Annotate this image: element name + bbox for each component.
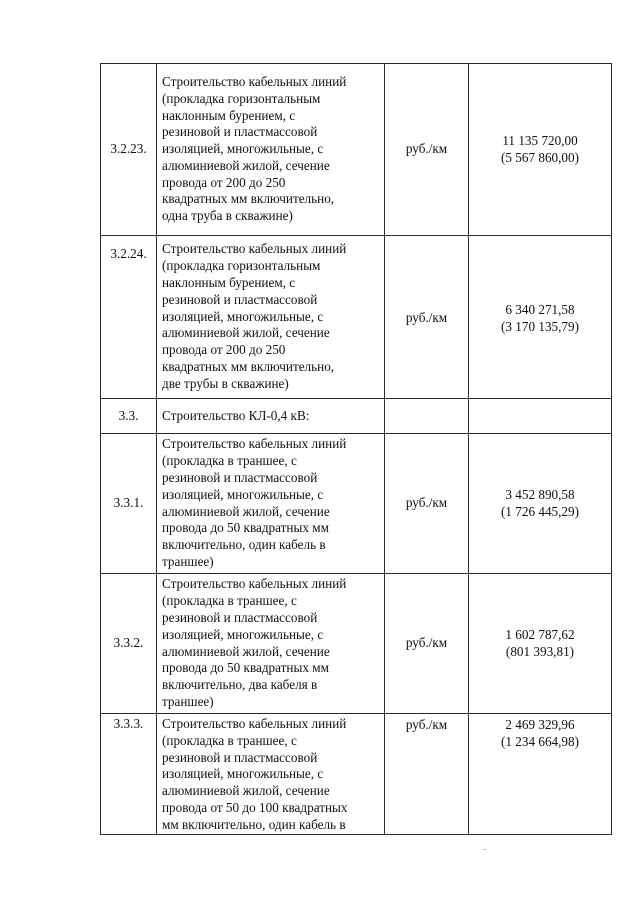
row-price: 3 452 890,58 (1 726 445,29) [500, 486, 580, 519]
unit-cell [385, 434, 469, 574]
row-number: 3.3.1. [113, 495, 144, 511]
table-row [101, 236, 612, 399]
row-number: 3.2.24. [110, 246, 147, 261]
row-number-cell [101, 64, 157, 236]
row-number: 3.3.2. [113, 635, 144, 651]
row-number-cell [101, 714, 157, 835]
row-number: 3.2.23. [110, 141, 147, 157]
price-cell [469, 714, 612, 835]
price-cell [469, 434, 612, 574]
row-description: Строительство кабельных линий (прокладка в траншее, с резиновой и пластмассовой изоляцией, многожильные, с алюминиевой жилой, сечение провода до 50 квадратных мм включительно, один кабель в траншее) [162, 436, 347, 569]
description-cell [157, 399, 385, 434]
row-price: 6 340 271,58 (3 170 135,79) [500, 301, 580, 334]
row-description: Строительство кабельных линий (прокладка горизонтальным наклонным бурением, с резиновой и пластмассовой изоляцией, многожильные, с алюминиевой жилой, сечение провода от 200 до 250 квадратных мм включительно, одна труба в скважине) [162, 73, 347, 224]
tariff-table [100, 63, 612, 835]
row-number-cell [101, 399, 157, 434]
table-row [101, 434, 612, 574]
unit-cell [385, 64, 469, 236]
table-row [101, 64, 612, 236]
row-unit: руб./км [405, 635, 448, 651]
row-price: 1 602 787,62 (801 393,81) [505, 626, 575, 659]
unit-cell [385, 399, 469, 434]
row-number-cell [101, 574, 157, 714]
row-description: Строительство кабельных линий (прокладка в траншее, с резиновой и пластмассовой изоляцией, многожильные, с алюминиевой жилой, сечение провода от 50 до 100 квадратных мм включительно, один кабель в [162, 716, 348, 832]
table-row [101, 399, 612, 434]
row-unit: руб./км [405, 310, 448, 326]
row-price: 2 469 329,96 (1 234 664,98) [500, 717, 580, 749]
row-number: 3.3.3. [113, 716, 144, 731]
description-cell [157, 236, 385, 399]
description-cell [157, 434, 385, 574]
row-description: Строительство КЛ-0,4 кВ: [162, 407, 310, 423]
table-row [101, 714, 612, 835]
row-number-cell [101, 434, 157, 574]
row-number: 3.3. [118, 407, 139, 423]
unit-cell [385, 714, 469, 835]
unit-cell [385, 236, 469, 399]
row-description: Строительство кабельных линий (прокладка горизонтальным наклонным бурением, с резиновой и пластмассовой изоляцией, многожильные, с алюминиевой жилой, сечение провода от 200 до 250 квадратных мм включительно, две трубы в скважине) [162, 241, 347, 391]
price-cell [469, 236, 612, 399]
row-description: Строительство кабельных линий (прокладка в траншее, с резиновой и пластмассовой изоляцией, многожильные, с алюминиевой жилой, сечение провода до 50 квадратных мм включительно, два кабеля в траншее) [162, 576, 347, 709]
row-number-cell [101, 236, 157, 399]
description-cell [157, 574, 385, 714]
unit-cell [385, 574, 469, 714]
table-row [101, 574, 612, 714]
row-unit: руб./км [405, 495, 448, 511]
description-cell [157, 64, 385, 236]
row-unit: руб./км [405, 141, 448, 157]
row-unit: руб./км [405, 717, 448, 732]
price-cell [469, 574, 612, 714]
scan-speck [484, 849, 486, 850]
row-price: 11 135 720,00 (5 567 860,00) [500, 132, 580, 165]
price-cell [469, 399, 612, 434]
description-cell [157, 714, 385, 835]
price-cell [469, 64, 612, 236]
